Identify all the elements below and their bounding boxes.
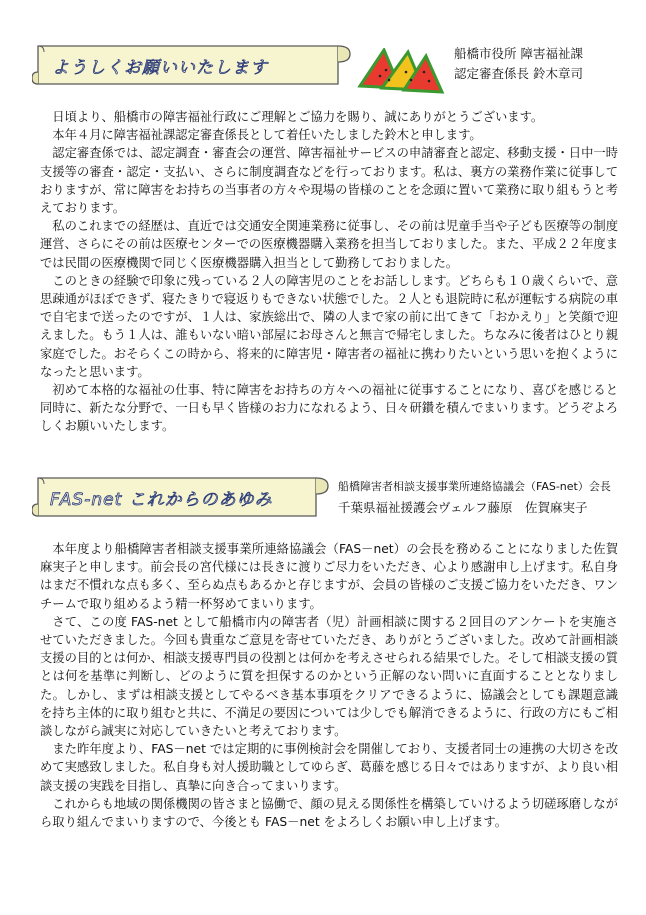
paragraph: 本年度より船橋障害者相談支援事業所連絡協議会（FAS－net）の会長を務めることになりました佐賀麻実子と申します。前会長の宮代様には長きに渡りご尽力をいただき、心より感謝申し上げます。私自身はまだ不慣れな点も多く、至らぬ点もあるかと存じますが、会員の皆様のご支援ご協力をいただき、ワンチームで取り組めるよう精一杯努めてまいります。 — [40, 542, 618, 611]
section2-author — [338, 478, 611, 517]
author-affiliation: 船橋障害者相談支援事業所連絡協議会（FAS-net）会長 — [338, 480, 611, 493]
section2-body — [40, 540, 618, 831]
author-name: 千葉県福祉援護会ヴェルフ藤原 佐賀麻実子 — [338, 500, 588, 515]
paragraph: これからも地域の関係機関の皆さまと協働で、顔の見える関係性を構築していけるよう切磋琢磨しながら取り組んでまいりますので、今後とも FAS－net をよろしくお願い申し上げます。 — [40, 796, 618, 830]
paragraph: 認定審査係では、認定調査・審査会の運営、障害福祉サービスの申請審査と認定、移動支援・日中一時支援等の審査・認定・支払い、さらに制度調査などを行っております。私は、裏方の業務作業に従事しておりますが、常に障害をお持ちの当事者の方々や現場の皆様のことを念頭に置いて業務に取り組もうと考えております。 — [40, 146, 618, 216]
paragraph: 本年４月に障害福祉課認定審査係長として着任いたしました鈴木と申します。 — [52, 128, 482, 143]
author-position: 認定審査係長 鈴木章司 — [454, 66, 583, 81]
section1-banner — [32, 40, 354, 92]
author-affiliation: 船橋市役所 障害福祉課 — [454, 46, 583, 61]
section2-title: FAS-net これからのあゆみ — [50, 490, 273, 510]
paragraph: 私のこれまでの経歴は、直近では交通安全関連業務に従事し、その前は児童手当や子ども医療等の制度運営、さらにその前は医療センターでの医療機器購入業務を担当しておりました。また、平成２２年度までは民間の医療機関で同じく医療機器購入担当として勤務しておりました。 — [40, 219, 618, 270]
section2-banner — [32, 472, 332, 524]
paragraph: さて、この度 FAS-net として船橋市内の障害者（児）計画相談に関する２回目のアンケートを実施させていただきました。今回も貴重なご意見を寄せていただき、ありがとうございました。改めて計画相談支援の目的とは何か、相談支援専門員の役割とは何かを考えさせられる結果でした。そして相談支援の質とは何を基準に判断し、どのように質を担保するのかという正解のない問いに直面することとなりました。しかし、まずは相談支援としてやるべき基本事項をクリアできるように、協議会としても課題意識を持ち主体的に取り組むと共に、不満足の要因については少しでも解消できるように、行政の方にもご相談しながら誠実に対応していきたいと考えております。 — [40, 614, 618, 739]
section1-title: ようしくお願いいたします — [52, 58, 268, 78]
watermelon-illustration — [356, 48, 446, 98]
section1-author — [454, 45, 583, 83]
paragraph: 日頃より、船橋市の障害福祉行政にご理解とご協力を賜り、誠にありがとうございます。 — [52, 110, 544, 124]
paragraph: このときの経験で印象に残っている２人の障害児のことをお話しします。どちらも１０歳くらいで、意思疎通がほぼできず、寝たきりで寝返りもできない状態でした。２人とも退院時に私が運転する病院の車で自宅まで送ったのですが、１人は、家族総出で、隣の人まで家の前に出てきて「おかえり」と笑顔で迎えました。もう１人は、誰もいない暗い部屋にお母さんと無言で帰宅しました。ちなみに後者はひとり親家庭でした。おそらくこの時から、将来的に障害児・障害者の福祉に携わりたいという思いを抱くようになったと思います。 — [40, 273, 618, 379]
paragraph: また昨年度より、FAS－net では定期的に事例検討会を開催しており、支援者同士の連携の大切さを改めて実感致しました。私自身も対人援助職としてゆらぎ、葛藤を感じる日々ではありますが、より良い相談支援の実践を目指し、真摯に向き合ってまいります。 — [40, 742, 618, 793]
section1-body — [40, 108, 618, 436]
paragraph: 初めて本格的な福祉の仕事、特に障害をお持ちの方々への福祉に従事することになり、喜びを感じると同時に、新たな分野で、一日も早く皆様のお力になれるよう、日々研鑽を積んでまいります。どうぞよろしくお願いいたします。 — [40, 383, 618, 434]
